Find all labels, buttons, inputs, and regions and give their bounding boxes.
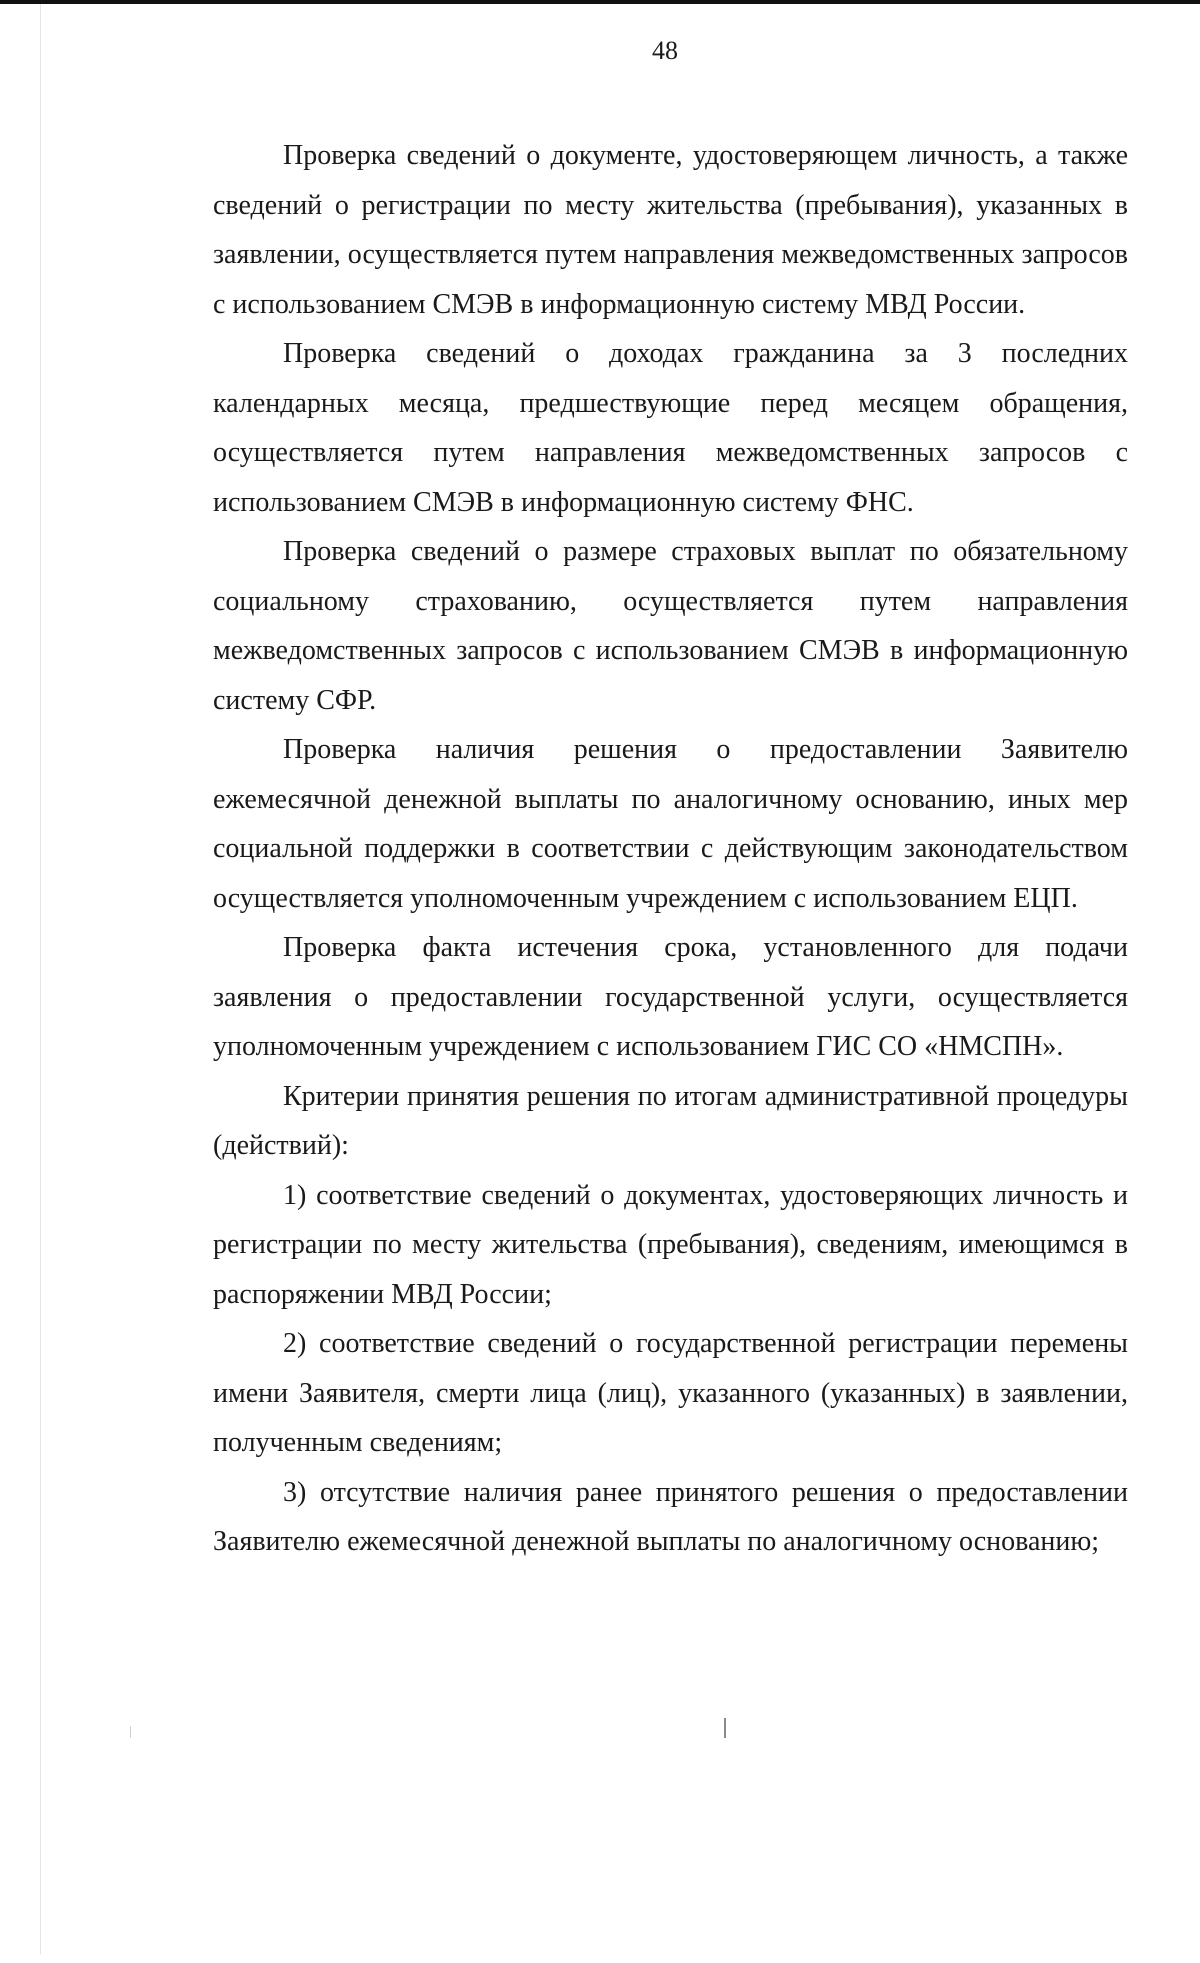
scan-top-edge [0, 0, 1200, 4]
scan-left-edge [40, 4, 41, 1954]
list-item-criterion-2: 2) соответствие сведений о государственной регистрации перемены имени Заявителя, смерти лица (лиц), указанного (указанных) в заявлении, полученным сведениям; [213, 1328, 1128, 1458]
paragraph-payment-decision-check: Проверка наличия решения о предоставлении Заявителю ежемесячной денежной выплаты по аналогичному основанию, иных мер социальной поддержки в соответствии с действующим законодательством осуществляется уполномоченным учреждением с использованием ЕЦП. [213, 734, 1128, 914]
paragraph-criteria-heading: Критерии принятия решения по итогам административной процедуры (действий): [213, 1080, 1128, 1161]
list-item-criterion-1: 1) соответствие сведений о документах, удостоверяющих личность и регистрации по месту жительства (пребывания), сведениям, имеющимся в распоряжении МВД России; [213, 1179, 1128, 1310]
document-body [213, 131, 1128, 1567]
paragraph-deadline-check: Проверка факта истечения срока, установленного для подачи заявления о предоставлении государственной услуги, осуществляется уполномоченным учреждением с использованием ГИС СО «НМСПН». [213, 932, 1128, 1062]
page-number: 48 [652, 36, 678, 65]
list-item-criterion-3: 3) отсутствие наличия ранее принятого решения о предоставлении Заявителю ежемесячной денежной выплаты по аналогичному основанию; [213, 1476, 1128, 1557]
paragraph-income-check: Проверка сведений о доходах гражданина за 3 последних календарных месяца, предшествующие перед месяцем обращения, осуществляется путем направления межведомственных запросов с использованием СМЭВ в информационную систему ФНС. [213, 338, 1128, 518]
scan-artifact-mark [724, 1718, 726, 1738]
scan-artifact-mark [130, 1726, 131, 1738]
paragraph-insurance-check: Проверка сведений о размере страховых выплат по обязательному социальному страхованию, осуществляется путем направления межведомственных запросов с использованием СМЭВ в информационную систему СФР. [213, 536, 1128, 716]
paragraph-passport-check: Проверка сведений о документе, удостоверяющем личность, а также сведений о регистрации по месту жительства (пребывания), указанных в заявлении, осуществляется путем направления межведомственных запросов с использованием СМЭВ в информационную систему МВД России. [213, 140, 1128, 320]
